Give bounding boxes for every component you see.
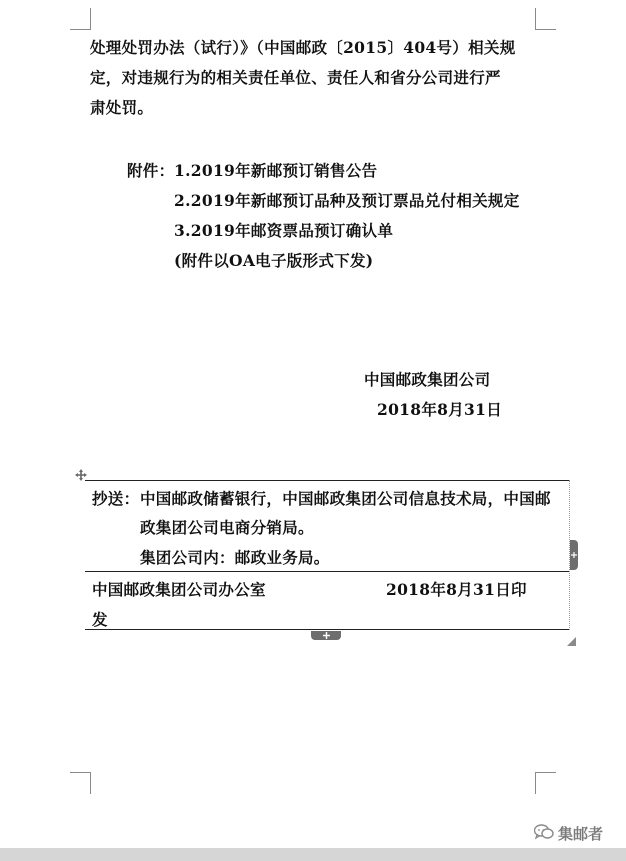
cc-line-1: 中国邮政储蓄银行，中国邮政集团公司信息技术局，中国邮	[140, 489, 551, 508]
crop-mark-bottom-right-vertical	[535, 772, 536, 794]
crop-mark-bottom-left-horizontal	[70, 772, 91, 773]
cc-line-3: 集团公司内：邮政业务局。	[140, 548, 330, 567]
watermark	[534, 823, 603, 844]
attachments-label: 附件：	[127, 161, 175, 180]
crop-mark-top-right-horizontal	[535, 29, 556, 30]
crop-mark-bottom-right-horizontal	[535, 772, 556, 773]
add-row-plus-icon[interactable]	[311, 631, 341, 640]
crop-mark-top-right-vertical	[535, 8, 536, 30]
signature-date: 2018年8月31日	[377, 400, 502, 419]
attachment-item-3: 3.2019年邮资票品预订确认单	[174, 221, 394, 240]
wechat-bubble-icon	[534, 824, 554, 844]
add-column-plus-icon[interactable]	[570, 540, 578, 570]
cc-table-divider	[85, 571, 569, 572]
page-bottom-gutter	[0, 848, 626, 861]
cc-line-2: 政集团公司电商分销局。	[140, 518, 314, 537]
cc-label: 抄送：	[92, 489, 140, 508]
issuer-date-wrap: 发	[92, 610, 108, 629]
crop-mark-top-left-vertical	[90, 8, 91, 30]
watermark-text: 集邮者	[558, 825, 604, 843]
body-text-line-1: 处理处罚办法（试行）》（中国邮政〔2015〕404号）相关规	[90, 38, 516, 57]
issuer-office: 中国邮政集团公司办公室	[92, 580, 266, 599]
signature-org: 中国邮政集团公司	[364, 370, 491, 389]
body-text-line-3: 肃处罚。	[90, 98, 154, 117]
attachment-item-1: 1.2019年新邮预订销售公告	[174, 161, 378, 180]
body-text-line-2: 定，对违规行为的相关责任单位、责任人和省分公司进行严	[90, 68, 501, 87]
attachments-note: (附件以OA电子版形式下发)	[174, 251, 374, 270]
crop-mark-top-left-horizontal	[70, 29, 91, 30]
crop-mark-bottom-left-vertical	[90, 772, 91, 794]
attachment-item-2: 2.2019年新邮预订品种及预订票品兑付相关规定	[174, 191, 520, 210]
table-resize-handle-icon[interactable]	[567, 631, 576, 640]
issuer-date: 2018年8月31日印	[386, 580, 527, 599]
